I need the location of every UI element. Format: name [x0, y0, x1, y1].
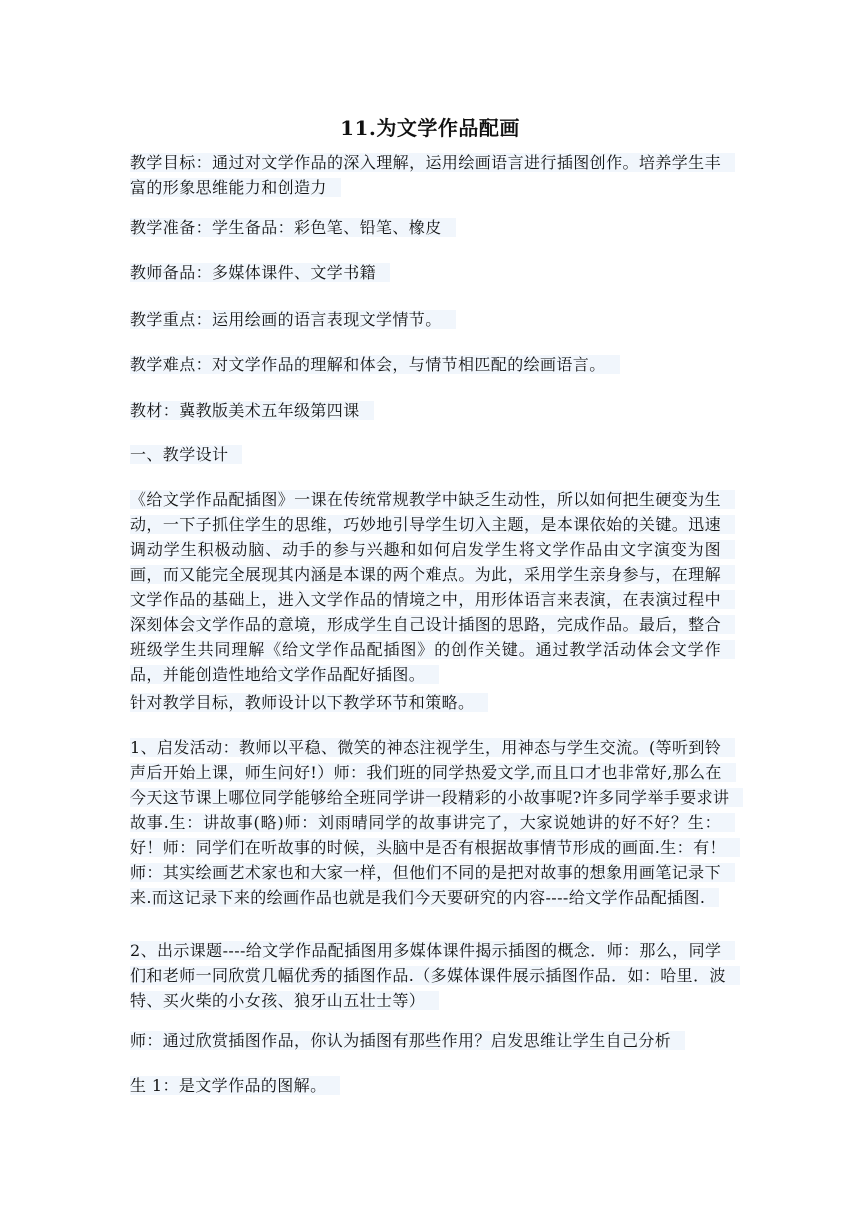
paragraph-text: 2、出示课题----给文学作品配插图用多媒体课件揭示插图的概念．师：那么，同学们和老师一同欣赏几幅优秀的插图作品.（多媒体课件展示插图作品．如：哈里．波特、买火柴的小女孩、狼牙山五壮士等） [130, 941, 740, 1010]
paragraph-design [130, 487, 735, 687]
paragraph-key-point [130, 307, 735, 332]
paragraph-text: 针对教学目标，教师设计以下教学环节和策略。 [130, 693, 488, 712]
paragraph-textbook [130, 398, 735, 423]
paragraph-text: 《给文学作品配插图》一课在传统常规教学中缺乏生动性，所以如何把生硬变为生动，一下子抓住学生的思维，巧妙地引导学生切入主题，是本课依始的关键。迅速调动学生积极动脑、动手的参与兴趣和如何启发学生将文学作品由文字演变为图画，而又能完全展现其内涵是本课的两个难点。为此，采用学生亲身参与，在理解文学作品的基础上，进入文学作品的情境之中，用形体语言来表演，在表演过程中深刻体会文学作品的意境，形成学生自己设计插图的思路，完成作品。最后，整合班级学生共同理解《给文学作品配插图》的创作关键。通过教学活动体会文学作品，并能创造性地给文学作品配好插图。 [130, 490, 735, 684]
paragraph-step-1 [130, 735, 735, 910]
paragraph-strategy-intro [130, 690, 735, 715]
page-title: 11.为文学作品配画 [340, 116, 520, 140]
paragraph-teacher-materials [130, 260, 735, 285]
paragraph-text: 师：通过欣赏插图作品，你认为插图有那些作用？启发思维让学生自己分析 [130, 1031, 685, 1050]
paragraph-text: 1、启发活动：教师以平稳、微笑的神态注视学生，用神态与学生交流。(等听到铃声后开始上课，师生问好!）师：我们班的同学热爱文学,而且口才也非常好,那么在今天这节课上哪位同学能够给全班同学讲一段精彩的小故事呢?许多同学举手要求讲故事.生：讲故事(略)师：刘雨晴同学的故事讲完了，大家说她讲的好不好？生：好！师：同学们在听故事的时候，头脑中是否有根据故事情节形成的画面.生：有！师：其实绘画艺术家也和大家一样，但他们不同的是把对故事的想象用画笔记录下来.而这记录下来的绘画作品也就是我们今天要研究的内容----给文学作品配插图. [130, 738, 743, 907]
paragraph-step-2 [130, 938, 735, 1013]
paragraph-text: 教师备品：多媒体课件、文学书籍 [130, 263, 390, 282]
paragraph-teacher-question [130, 1028, 735, 1053]
paragraph-text: 教材：冀教版美术五年级第四课 [130, 401, 374, 420]
paragraph-text: 教学重点：运用绘画的语言表现文学情节。 [130, 310, 456, 329]
paragraph-student-answer [130, 1073, 735, 1098]
paragraph-preparation [130, 215, 735, 240]
paragraph-difficulty [130, 352, 735, 377]
paragraph-text: 教学准备：学生备品：彩色笔、铅笔、橡皮 [130, 218, 456, 237]
paragraph-objective [130, 150, 735, 200]
paragraph-text: 教学目标：通过对文学作品的深入理解，运用绘画语言进行插图创作。培养学生丰富的形象思维能力和创造力 [130, 153, 735, 197]
section-heading [130, 442, 735, 467]
paragraph-text: 教学难点：对文学作品的理解和体会，与情节相匹配的绘画语言。 [130, 355, 620, 374]
section-heading-text: 一、教学设计 [130, 445, 242, 464]
paragraph-text: 生 1：是文学作品的图解。 [130, 1076, 340, 1095]
